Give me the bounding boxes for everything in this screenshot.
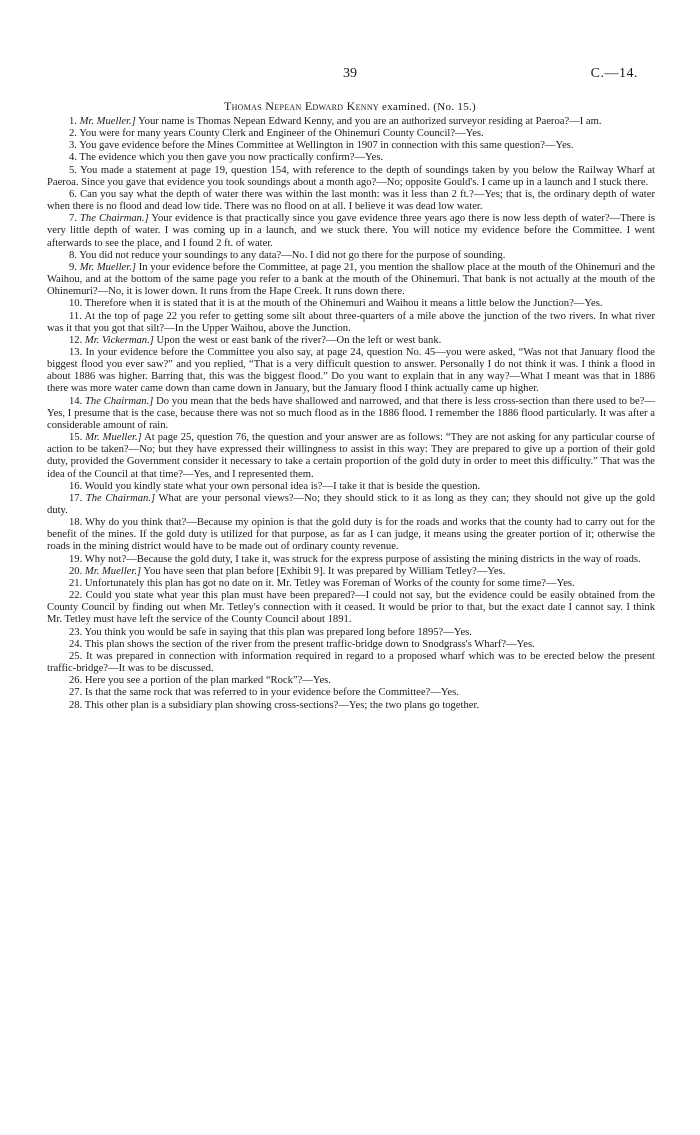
testimony-paragraph [47,590,655,626]
question-number: 2. [69,128,77,140]
testimony-paragraph [47,262,655,298]
question-number: 6. [69,188,77,200]
question-number: 21. [69,577,83,589]
witness-name: Thomas Nepean Edward Kenny [223,99,379,113]
testimony-paragraph [47,687,655,699]
testimony-paragraph [47,298,655,310]
testimony-paragraph [47,566,655,578]
testimony-paragraph [47,152,655,164]
testimony-paragraph [47,189,655,213]
question-answer-text: In your evidence before the Committee you also say, at page 24, question No. 45—you were asked, “Was not that January flood the biggest flood you ever saw?” and you replied, “That is a very difficult question to answer. Personally I do not think it was. I think a flood in about 1886 was higher. Barring that, this was the biggest flood.” Do you want to explain that in any way?—What I meant was that in 1886 there was more water came down than came down in January, but the January flood I think actually came up higher. [47,346,655,395]
speaker-name: Mr. Mueller.] [84,565,142,577]
question-number: 16. [69,480,83,492]
question-answer-text: It was prepared in connection with information required in regard to a proposed wharf which was to be erected below the present traffic-bridge?—It was to be discussed. [47,650,656,675]
question-answer-text: This other plan is a subsidiary plan showing cross-sections?—Yes; the two plans go together. [84,699,480,711]
question-number: 11. [69,310,82,322]
question-answer-text: You were for many years County Clerk and Engineer of the Ohinemuri County Council?—Yes. [79,128,484,140]
question-number: 28. [69,699,83,711]
question-answer-text: In your evidence before the Committee, at page 21, you mention the shallow place at the mouth of the Ohinemuri and the Waihou, and at the bottom of the same page you refer to a bank at the mouth of the Ohinemuri. That bank is not actually at the mouth of the Ohinemuri?—No, it is lower down. It runs from the Hape Creek. It runs down there. [47,261,655,298]
testimony-paragraph [47,140,655,152]
question-number: 10. [69,298,83,310]
question-number: 1. [69,116,77,127]
testimony-paragraph [47,675,655,687]
speaker-name: Mr. Mueller.] [85,432,142,444]
testimony-paragraph [47,481,655,493]
testimony-paragraph [47,627,655,639]
question-answer-text: Your name is Thomas Nepean Edward Kenny, and you are an authorized surveyor residing at Paeroa?—I am. [135,116,602,127]
question-number: 7. [69,213,77,225]
testimony-paragraph [47,250,655,262]
document-reference: C.—14. [590,66,638,81]
question-number: 14. [69,395,83,407]
testimony-paragraph [47,116,655,128]
question-answer-text: You did not reduce your soundings to any data?—No. I did not go there for the purpose of sounding. [79,249,506,261]
question-number: 13. [69,346,83,358]
testimony-paragraph [47,639,655,651]
question-number: 5. [69,164,77,176]
question-number: 12. [69,334,83,346]
question-number: 3. [69,140,77,152]
question-answer-text: This plan shows the section of the river from the present traffic-bridge down to Snodgrass's Wharf?—Yes. [84,638,535,650]
testimony-paragraph [47,554,655,566]
question-answer-text: Therefore when it is stated that it is at the mouth of the Ohinemuri and Waihou it means a little below the Junction?—Yes. [84,298,603,310]
question-number: 26. [69,675,83,687]
question-answer-text: You think you would be safe in saying that this plan was prepared long before 1895?—Yes. [84,626,472,638]
question-number: 18. [69,517,83,529]
question-answer-text: Why do you think that?—Because my opinion is that the gold duty is for the roads and works that the county had to carry out for the benefit of the mines. If the gold duty is utilized for that purpose, as far as I can judge, it means using the greater portion of it; otherwise the roads in the mining district would have to be made out of ordinary county revenue. [47,517,655,553]
question-answer-text: Do you mean that the beds have shallowed and narrowed, and that there is less cross-section than there used to be?—Yes, I presume that is the case, because there was not so much flood as in the 1886 flood. I remember the 1886 flood particularly. It was after a considerable amount of rain. [47,395,655,431]
question-answer-text: What are your personal views?—No; they should stick to it as long as they can; they should not give up the gold duty. [47,492,655,516]
testimony-paragraph [47,493,655,517]
testimony-paragraph [47,578,655,590]
witness-heading-suffix: examined. (No. 15.) [378,101,477,113]
question-answer-text: Upon the west or east bank of the river?—On the left or west bank. [153,334,442,346]
question-number: 22. [69,590,83,602]
question-answer-text: Unfortunately this plan has got no date on it. Mr. Tetley was Foreman of Works of the county for some time?—Yes. [84,577,575,589]
question-answer-text: The evidence which you then gave you now practically confirm?—Yes. [79,152,384,164]
question-number: 24. [69,638,83,650]
speaker-name: The Chairman.] [85,395,154,407]
testimony-paragraph [47,651,655,675]
speaker-name: The Chairman.] [80,213,149,225]
question-number: 23. [69,626,83,638]
question-answer-text: You gave evidence before the Mines Committee at Wellington in 1907 in connection with this same question?—Yes. [79,140,574,152]
question-number: 27. [69,687,83,699]
page-number: 39 [343,66,357,81]
question-number: 9. [69,261,77,273]
question-number: 25. [69,650,83,662]
question-answer-text: You have seen that plan before [Exhibit 9]. It was prepared by William Tetley?—Yes. [141,565,506,577]
testimony-paragraph [47,517,655,553]
speaker-name: Mr. Mueller.] [79,116,136,127]
question-number: 17. [69,492,83,504]
testimony-paragraph [47,396,655,432]
question-answer-text: Your evidence is that practically since you gave evidence three years ago there is now less depth of water?—There is very little depth of water. I was coming up in a launch, and we stuck there. You will notice my evidence before the Committee. I went afterwards to see the place, and I found 2 ft. of water. [47,213,655,249]
witness-heading [0,99,700,114]
question-answer-text: Why not?—Because the gold duty, I take it, was struck for the express purpose of assisting the mining districts in the way of roads. [84,553,641,565]
testimony-paragraph [47,700,655,712]
testimony-body [47,116,655,712]
question-number: 19. [69,553,83,565]
question-answer-text: Here you see a portion of the plan marked “Rock”?—Yes. [84,675,331,687]
testimony-paragraph [47,165,655,189]
question-answer-text: Would you kindly state what your own personal idea is?—I take it that is beside the question. [84,480,481,492]
testimony-paragraph [47,335,655,347]
question-number: 15. [69,432,83,444]
speaker-name: Mr. Vickerman.] [84,334,154,346]
testimony-paragraph [47,128,655,140]
testimony-paragraph [47,432,655,481]
question-answer-text: Can you say what the depth of water there was within the last month: was it less than 2 ft.?—Yes; that is, the ordinary depth of water when there is no flood and dead low tide. There was no flood on at all. I believe it was dead low water. [47,188,655,213]
question-answer-text: Could you state what year this plan must have been prepared?—I could not say, but the evidence could be easily obtained from the County Council by finding out when Mr. Tetley's connection with it ceased. It would be prior to that, but the exact date I cannot say. I think Mr. Tetley must have left the service of the County Council about 1891. [47,590,655,626]
question-number: 8. [69,249,77,261]
speaker-name: The Chairman.] [85,492,156,504]
question-answer-text: Is that the same rock that was referred to in your evidence before the Committee?—Yes. [84,687,459,699]
testimony-paragraph [47,311,655,335]
question-answer-text: At page 25, question 76, the question and your answer are as follows: “They are not asking for any particular course of action to be taken?—No; but they have expressed their willingness to assist in this way: They are prepared to give up a portion of their gold duty, provided the Government consider it necessary to take a certain proportion of the gold duty in order to meet this difficulty.” That was the idea of the Council at that time?—Yes, and I represented them. [47,432,655,480]
question-number: 4. [69,152,77,164]
speaker-name: Mr. Mueller.] [79,261,136,273]
question-answer-text: You made a statement at page 19, question 154, with reference to the depth of soundings taken by you below the Railway Wharf at Paeroa. Since you gave that evidence you took soundings about a month ago?—No; opposite Gould's. I came up in a launch and I stuck there. [47,164,655,188]
testimony-paragraph [47,213,655,249]
question-answer-text: At the top of page 22 you refer to getting some silt about three-quarters of a mile above the junction of the two rivers. In what river was it that you got that silt?—In the Upper Waihou, above the Junction. [47,310,655,334]
testimony-paragraph [47,347,655,396]
question-number: 20. [69,565,83,577]
